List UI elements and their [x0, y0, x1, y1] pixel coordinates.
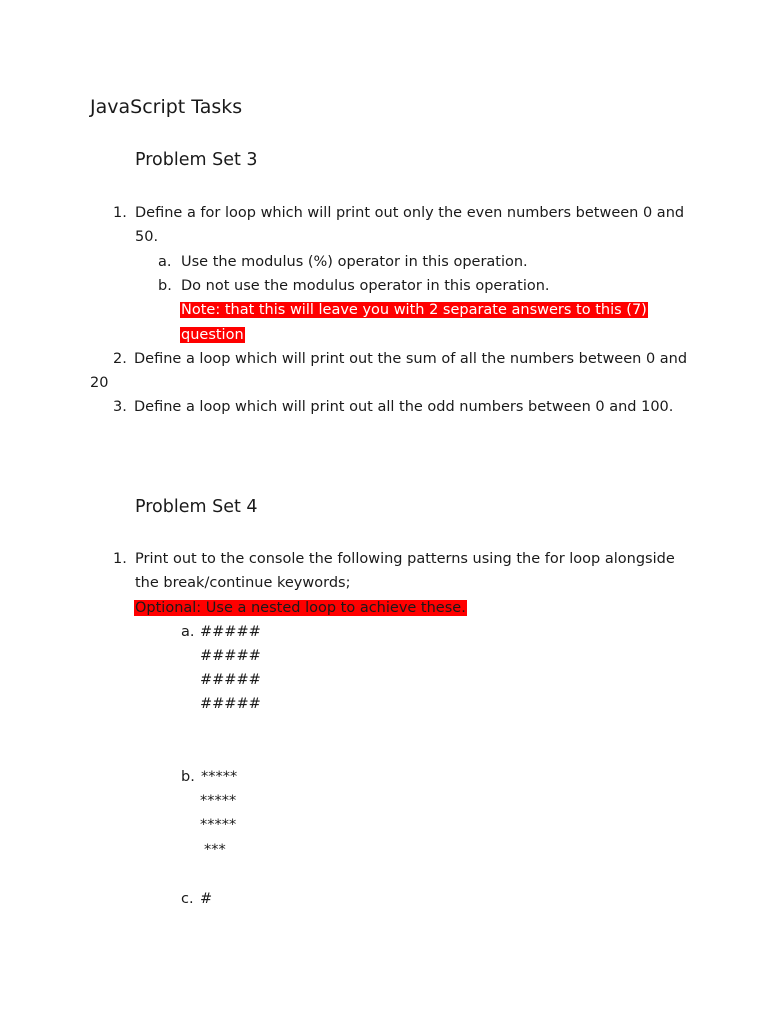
sublist-text: Do not use the modulus operator in this operation. — [181, 278, 550, 294]
sublist-text: Use the modulus (%) operator in this operation. — [181, 254, 528, 270]
list-item-text-cont: 20 — [90, 375, 109, 391]
pattern-row: ##### — [200, 624, 261, 640]
list-number: 3. — [113, 399, 127, 415]
sublist-letter: b. — [158, 278, 172, 294]
pattern-row: ***** — [200, 817, 237, 833]
problem-set-4-heading: Problem Set 4 — [135, 497, 258, 517]
list-item-text: Define a loop which will print out all the odd numbers between 0 and 100. — [134, 399, 674, 415]
list-number: 1. — [113, 551, 127, 567]
list-item-text: Define a loop which will print out the sum of all the numbers between 0 and — [134, 351, 688, 367]
list-item-text: Print out to the console the following patterns using the for loop alongside — [135, 551, 675, 567]
pattern-row: *** — [204, 842, 226, 858]
note-line-2 — [180, 325, 245, 345]
pattern-row: ***** — [200, 793, 237, 809]
list-item-text-cont: the break/continue keywords; — [135, 575, 351, 591]
sublist-letter: a. — [158, 254, 172, 270]
pattern-letter: a. — [181, 624, 195, 640]
page-title: JavaScript Tasks — [90, 96, 243, 118]
optional-highlight: Optional: Use a nested loop to achieve these. — [135, 600, 466, 616]
pattern-row: ##### — [200, 696, 261, 712]
list-number: 1. — [113, 205, 127, 221]
note-line-1 — [180, 300, 648, 320]
note-highlight: Note: that this will leave you with 2 separate answers to this (7) — [181, 302, 647, 318]
pattern-letter: b. — [181, 769, 195, 785]
note-highlight: question — [181, 327, 244, 343]
pattern-row: # — [200, 891, 213, 907]
list-number: 2. — [113, 351, 127, 367]
pattern-letter: c. — [181, 891, 194, 907]
list-item-text: Define a for loop which will print out only the even numbers between 0 and — [135, 205, 685, 221]
problem-set-3-heading: Problem Set 3 — [135, 150, 258, 170]
list-item-text-cont: 50. — [135, 229, 159, 245]
pattern-row: ***** — [201, 769, 238, 785]
optional-note — [134, 598, 467, 618]
pattern-row: ##### — [200, 648, 261, 664]
pattern-row: ##### — [200, 672, 261, 688]
